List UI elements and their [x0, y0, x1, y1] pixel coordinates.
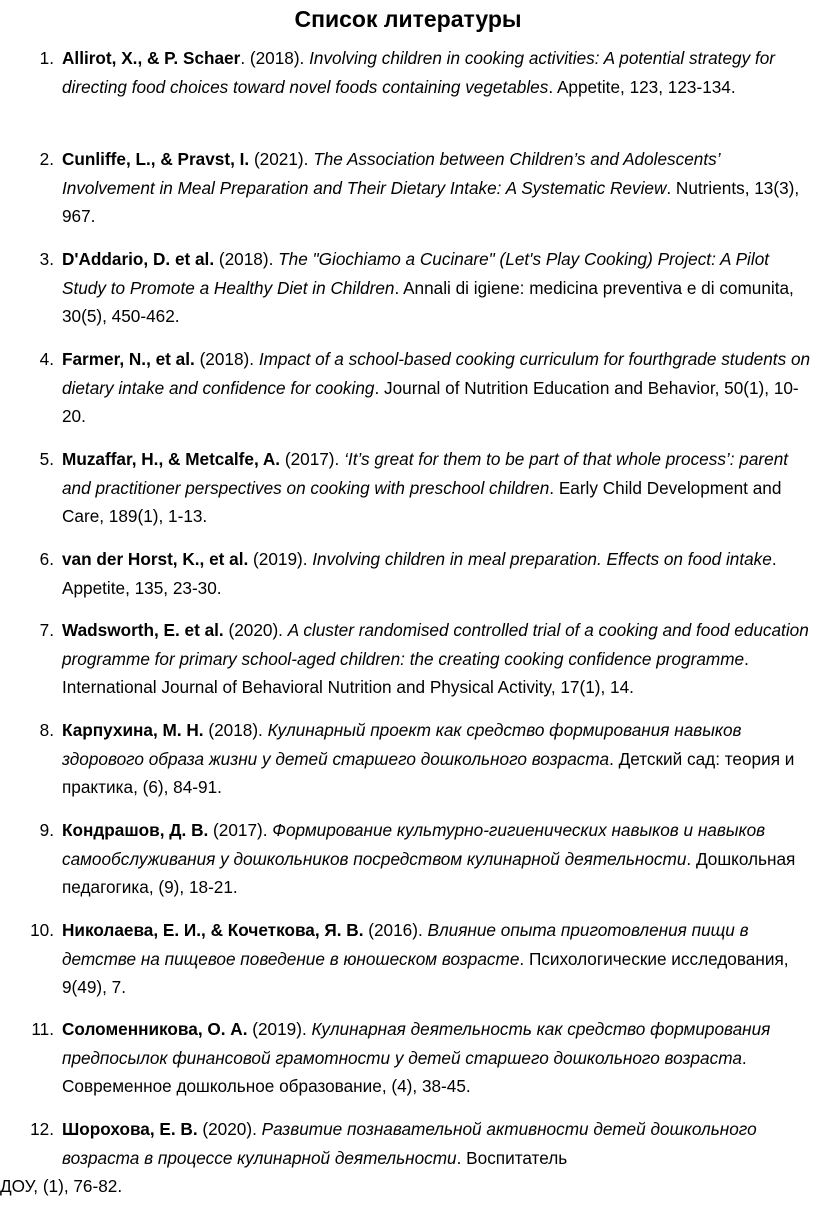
reference-item — [0, 44, 816, 101]
reference-title: Влияние опыта приготовления пищи в детстве на пищевое поведение в юношеском возрасте — [62, 920, 749, 969]
reference-source: . Appetite, 123, 123-134. — [548, 76, 736, 97]
reference-source: . Психологические исследования, 9(49), 7. — [62, 948, 789, 998]
reference-title: Involving children in meal preparation. Effects on food intake — [312, 549, 772, 569]
reference-title: Кулинарная деятельность как средство формирования предпосылок финансовой грамотности у детей старшего дошкольного возраста — [62, 1019, 771, 1068]
reference-item — [0, 1115, 816, 1201]
reference-number: 7. — [39, 620, 54, 640]
reference-authors: Farmer, N., et al. — [62, 349, 195, 369]
reference-year: (2017). — [208, 820, 273, 840]
reference-year: (2021). — [249, 149, 314, 169]
reference-source: . Journal of Nutrition Education and Behavior, 50(1), 10-20. — [62, 377, 799, 427]
reference-item — [0, 716, 816, 802]
reference-source-continuation: ДОУ, (1), 76-82. — [0, 1176, 123, 1197]
reference-year: (2017). — [280, 449, 345, 469]
reference-year: (2019). — [248, 549, 313, 569]
reference-authors: Соломенникова, О. А. — [62, 1019, 248, 1039]
reference-item — [0, 545, 816, 602]
reference-number: 12. — [30, 1119, 54, 1139]
reference-title: Involving children in cooking activities: A potential strategy for directing food choices toward novel foods containing vegetables — [62, 48, 776, 97]
reference-source: . International Journal of Behavioral Nutrition and Physical Activity, 17(1), 14. — [62, 648, 749, 698]
reference-authors: van der Horst, K., et al. — [62, 549, 249, 569]
reference-authors: D'Addario, D. et al. — [62, 249, 215, 269]
reference-source: . Детский сад: теория и практика, (6), 84-91. — [62, 748, 795, 798]
reference-year: . (2018). — [240, 48, 310, 68]
reference-item — [0, 816, 816, 902]
reference-source: . Воспитатель — [456, 1147, 568, 1168]
reference-item — [0, 145, 816, 231]
reference-source: . Annali di igiene: medicina preventiva e di comunita, 30(5), 450-462. — [62, 277, 794, 327]
reference-year: (2016). — [363, 920, 428, 940]
reference-item — [0, 245, 816, 331]
reference-number: 10. — [30, 920, 54, 940]
reference-number: 1. — [39, 48, 54, 68]
reference-source: . Современное дошкольное образование, (4), 38-45. — [62, 1047, 747, 1097]
reference-source: . Appetite, 135, 23-30. — [62, 549, 777, 598]
reference-title: The "Giochiamo a Cucinare" (Let's Play Cooking) Project: A Pilot Study to Promote a Healthy Diet in Children — [62, 249, 770, 298]
reference-source: . Дошкольная педагогика, (9), 18-21. — [62, 848, 796, 898]
reference-number: 2. — [39, 149, 54, 169]
reference-year: (2018). — [203, 720, 268, 740]
reference-number: 8. — [39, 720, 54, 740]
reference-year: (2018). — [214, 249, 279, 269]
reference-year: (2018). — [194, 349, 259, 369]
reference-source: . Nutrients, 13(3), 967. — [62, 177, 800, 227]
reference-item — [0, 445, 816, 531]
reference-item — [0, 916, 816, 1002]
reference-title: Развитие познавательной активности детей дошкольного возраста в процессе кулинарной деятельности — [62, 1119, 757, 1168]
reference-number: 6. — [39, 549, 54, 569]
reference-authors: Кондрашов, Д. В. — [62, 820, 209, 840]
reference-title: A cluster randomised controlled trial of a cooking and food education programme for primary school-aged children: the creating cooking confidence programme — [62, 620, 809, 669]
reference-authors: Шорохова, Е. В. — [62, 1119, 198, 1139]
reference-item — [0, 1015, 816, 1101]
reference-authors: Muzaffar, H., & Metcalfe, A. — [62, 449, 281, 469]
reference-number: 11. — [31, 1019, 54, 1039]
reference-title: The Association between Children’s and Adolescents’ Involvement in Meal Preparation and Their Dietary Intake: A Systematic Review — [62, 149, 720, 198]
reference-year: (2019). — [247, 1019, 312, 1039]
reference-authors: Wadsworth, E. et al. — [62, 620, 224, 640]
reference-item — [0, 616, 816, 702]
reference-source: . Early Child Development and Care, 189(1), 1-13. — [62, 477, 782, 527]
reference-title: Формирование культурно-гигиенических навыков и навыков самообслуживания у дошкольников посредством кулинарной деятельности — [62, 820, 766, 869]
reference-number: 3. — [39, 249, 54, 269]
reference-authors: Cunliffe, L., & Pravst, I. — [62, 149, 250, 169]
reference-year: (2020). — [223, 620, 288, 640]
reference-item — [0, 345, 816, 431]
reference-title: Impact of a school-based cooking curriculum for fourthgrade students on dietary intake and confidence for cooking — [62, 349, 811, 398]
reference-authors: Allirot, X., & P. Schaer — [62, 48, 241, 68]
reference-title: Кулинарный проект как средство формирования навыков здорового образа жизни у детей старшего дошкольного возраста — [62, 720, 742, 769]
reference-authors: Николаева, Е. И., & Кочеткова, Я. В. — [62, 920, 364, 940]
reference-year: (2020). — [197, 1119, 262, 1139]
page-title: Список литературы — [294, 6, 522, 32]
reference-number: 4. — [39, 349, 54, 369]
reference-number: 5. — [39, 449, 54, 469]
reference-title: ‘It’s great for them to be part of that whole process’: parent and practitioner perspectives on cooking with preschool children — [62, 449, 789, 498]
reference-number: 9. — [39, 820, 54, 840]
reference-authors: Карпухина, М. Н. — [62, 720, 204, 740]
